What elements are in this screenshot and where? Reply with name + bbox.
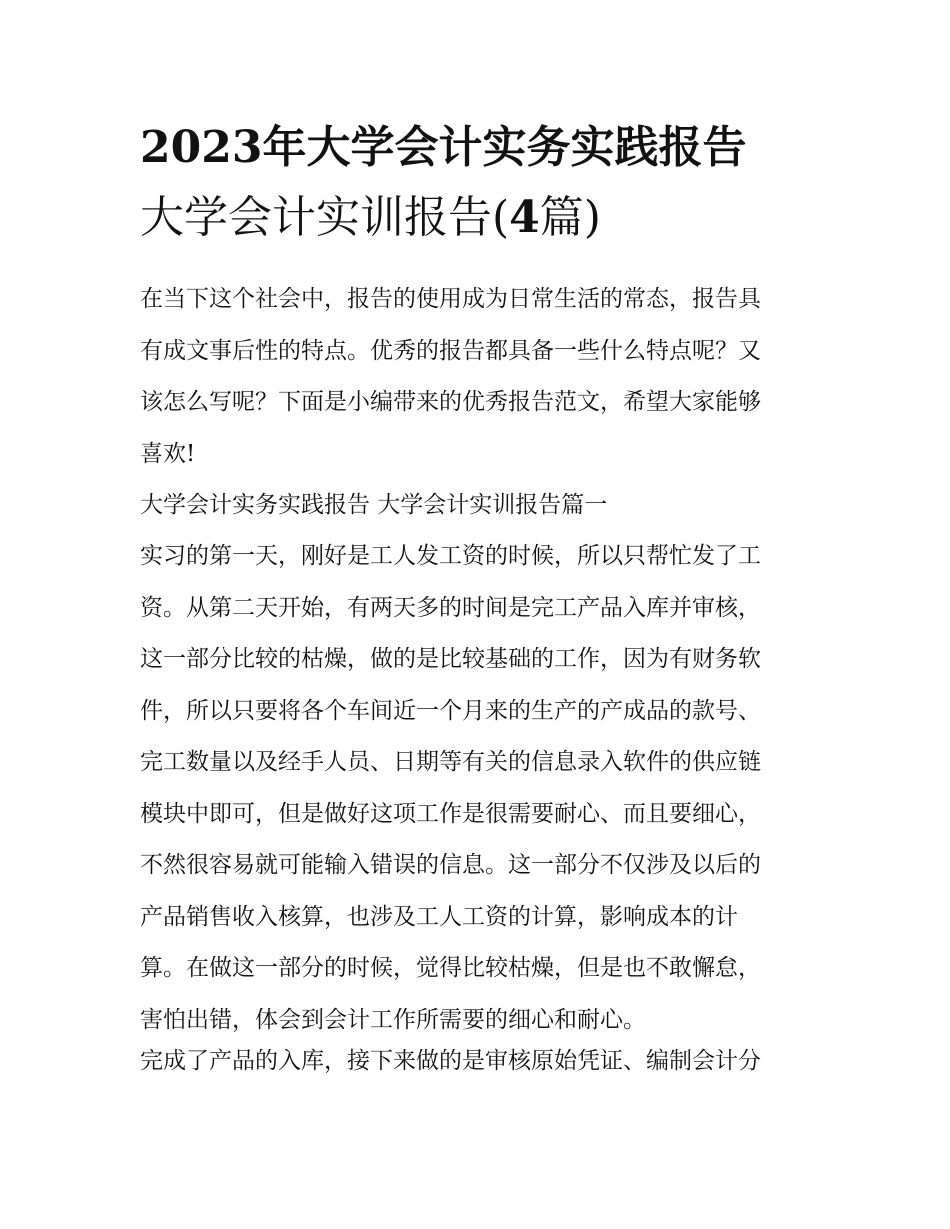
intro-line: 该怎么写呢？下面是小编带来的优秀报告范文，希望大家能够 (140, 389, 761, 415)
body-line: 这一部分比较的枯燥，做的是比较基础的工作，因为有财务软 (140, 646, 761, 672)
body-line: 资。从第二天开始，有两天多的时间是完工产品入库并审核， (140, 594, 761, 621)
body-line: 模块中即可，但是做好这项工作是很需要耐心、而且要细心， (140, 800, 761, 827)
section-heading (140, 480, 820, 532)
title-line-1-text: 2023年大学会计实务实践报告 (140, 122, 747, 173)
body-line: 实习的第一天，刚好是工人发工资的时候，所以只帮忙发了工 (140, 543, 761, 569)
intro-line: 有成文事后性的特点。优秀的报告都具备一些什么特点呢？又 (140, 337, 761, 364)
title-line-2-suffix: 篇) (539, 192, 601, 243)
intro-paragraph (140, 274, 820, 480)
document-title-line-1 (140, 112, 820, 184)
intro-line: 在当下这个社会中，报告的使用成为日常生活的常态，报告具 (140, 286, 761, 312)
body-line: 产品销售收入核算，也涉及工人工资的计算，影响成本的计 (140, 903, 738, 930)
body-line: 不然很容易就可能输入错误的信息。这一部分不仅涉及以后的 (140, 852, 761, 878)
section-heading-text: 大学会计实务实践报告 大学会计实训报告篇一 (140, 492, 608, 518)
body-line: 害怕出错，体会到会计工作所需要的细心和耐心。 (140, 1006, 646, 1033)
intro-line: 喜欢! (140, 440, 196, 467)
body-line: 件，所以只要将各个车间近一个月来的生产的产成品的款号、 (140, 697, 761, 724)
document-title-line-2 (140, 182, 820, 254)
body-line: 算。在做这一部分的时候，觉得比较枯燥，但是也不敢懈怠， (140, 955, 761, 981)
body-line: 完工数量以及经手人员、日期等有关的信息录入软件的供应链 (140, 749, 761, 775)
title-line-2-prefix: 大学会计实训报告( (140, 192, 510, 243)
next-paragraph-line: 完成了产品的入库，接下来做的是审核原始凭证、编制会计分 (140, 1048, 761, 1074)
title-line-2-number: 4 (509, 192, 540, 243)
next-paragraph (140, 1036, 820, 1088)
body-paragraph (140, 531, 820, 1046)
